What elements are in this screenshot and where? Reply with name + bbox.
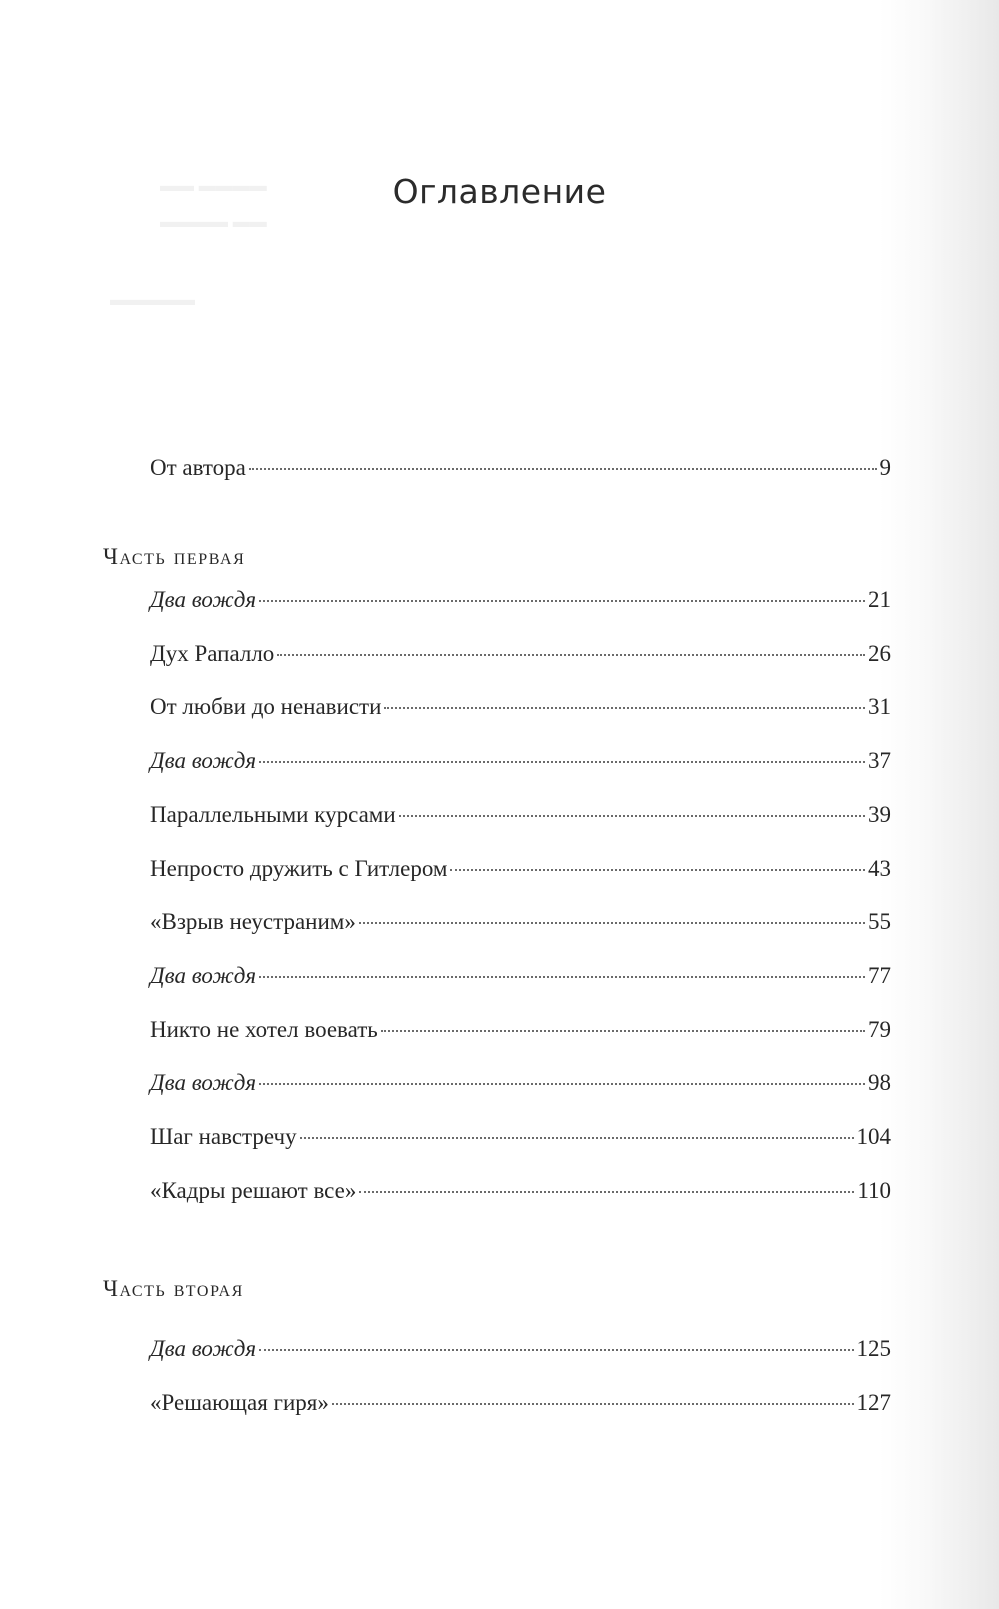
page-title: Оглавление bbox=[392, 172, 607, 211]
toc-entry-page-number: 31 bbox=[868, 694, 891, 719]
toc-entry-label: Параллельными курсами bbox=[150, 802, 396, 827]
dot-leader bbox=[300, 1137, 854, 1139]
toc-entry[interactable] bbox=[150, 1120, 891, 1154]
dot-leader bbox=[359, 922, 865, 924]
toc-entry-page-number: 26 bbox=[868, 641, 891, 666]
toc-entry-page-number: 98 bbox=[868, 1070, 891, 1095]
toc-entry-label: «Кадры решают все» bbox=[150, 1178, 357, 1203]
toc-entry[interactable] bbox=[150, 1386, 891, 1420]
toc-entry[interactable] bbox=[150, 1332, 891, 1366]
toc-entry-label: От любви до ненависти bbox=[150, 694, 382, 719]
toc-entry-page-number: 79 bbox=[868, 1017, 891, 1042]
toc-entry[interactable] bbox=[150, 852, 891, 886]
toc-entry-preface[interactable] bbox=[150, 451, 891, 485]
dot-leader bbox=[259, 1349, 853, 1351]
toc-entry[interactable] bbox=[150, 1066, 891, 1100]
dot-leader bbox=[259, 600, 865, 602]
toc-entry[interactable] bbox=[150, 583, 891, 617]
dot-leader bbox=[249, 468, 877, 470]
toc-entry[interactable] bbox=[150, 1174, 891, 1208]
toc-entry-page-number: 43 bbox=[868, 856, 891, 881]
dot-leader bbox=[381, 1030, 865, 1032]
toc-entry[interactable] bbox=[150, 690, 891, 724]
toc-entry-label: Два вождя bbox=[150, 963, 257, 988]
toc-entry-label: Два вождя bbox=[150, 748, 257, 773]
toc-entry-page-number: 37 bbox=[868, 748, 891, 773]
dot-leader bbox=[277, 654, 865, 656]
toc-entry[interactable] bbox=[150, 1013, 891, 1047]
toc-entry-page-number: 127 bbox=[856, 1390, 891, 1415]
part-heading: Часть вторая bbox=[103, 1276, 244, 1301]
toc-entry-page-number: 104 bbox=[856, 1124, 891, 1149]
toc-entry[interactable] bbox=[150, 798, 891, 832]
toc-entry-label: Непросто дружить с Гитлером bbox=[150, 856, 448, 881]
toc-entry[interactable] bbox=[150, 905, 891, 939]
toc-entry-page-number: 110 bbox=[857, 1178, 891, 1203]
toc-entry-page-number: 21 bbox=[868, 587, 891, 612]
toc-entry[interactable] bbox=[150, 744, 891, 778]
toc-entry-label: Шаг навстречу bbox=[150, 1124, 297, 1149]
toc-entry-label: Два вождя bbox=[150, 1336, 257, 1361]
toc-entry-label: От автора bbox=[150, 455, 246, 480]
dot-leader bbox=[332, 1403, 854, 1405]
toc-entry-label: «Решающая гиря» bbox=[150, 1390, 329, 1415]
toc-entry-label: Два вождя bbox=[150, 1070, 257, 1095]
toc-entry-page-number: 77 bbox=[868, 963, 891, 988]
show-through-text: ▬▬▬▬▬ bbox=[110, 290, 195, 309]
toc-entry[interactable] bbox=[150, 637, 891, 671]
toc-entry-page-number: 125 bbox=[856, 1336, 891, 1361]
dot-leader bbox=[450, 869, 865, 871]
toc-entry-label: Никто не хотел воевать bbox=[150, 1017, 378, 1042]
dot-leader bbox=[259, 1083, 865, 1085]
dot-leader bbox=[399, 815, 865, 817]
part-heading: Часть первая bbox=[103, 544, 246, 569]
dot-leader bbox=[259, 761, 865, 763]
toc-entry[interactable] bbox=[150, 959, 891, 993]
dot-leader bbox=[384, 707, 865, 709]
dot-leader bbox=[259, 976, 865, 978]
dot-leader bbox=[359, 1191, 854, 1193]
toc-entry-label: Два вождя bbox=[150, 587, 257, 612]
toc-entry-page-number: 55 bbox=[868, 909, 891, 934]
toc-entry-page-number: 39 bbox=[868, 802, 891, 827]
toc-entry-label: «Взрыв неустраним» bbox=[150, 909, 356, 934]
toc-entry-label: Дух Рапалло bbox=[150, 641, 275, 666]
show-through-text: ▬▬ ▬▬▬▬ bbox=[160, 176, 267, 195]
show-through-text: ▬▬▬▬ ▬▬ bbox=[160, 212, 267, 231]
toc-entry-page-number: 9 bbox=[879, 455, 891, 480]
